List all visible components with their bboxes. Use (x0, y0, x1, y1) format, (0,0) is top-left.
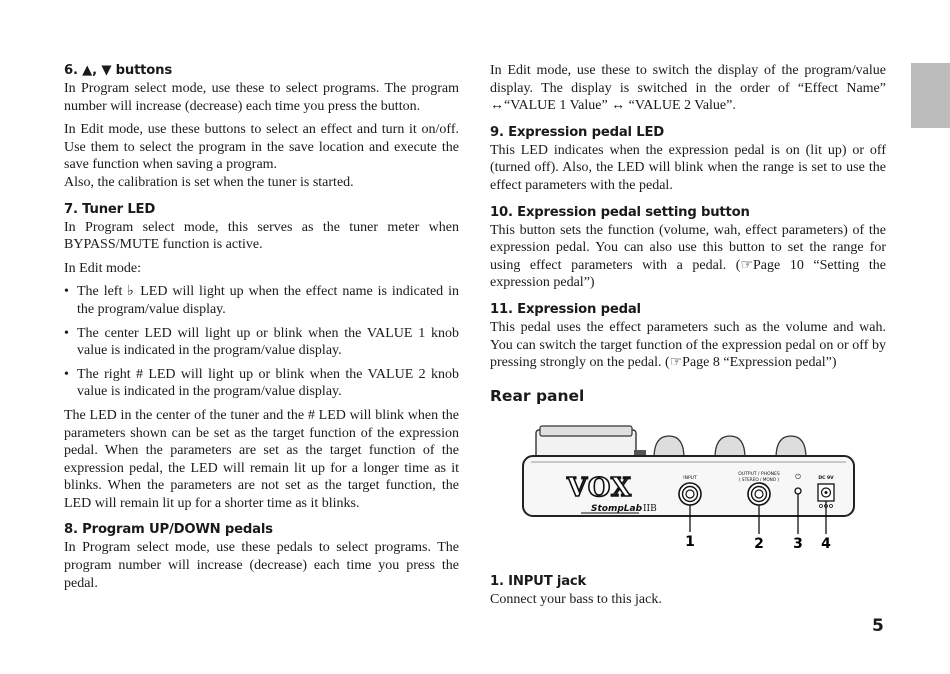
section-7-para-1: In Program select mode, this serves as the tuner meter when BYPASS/MUTE function is active. (64, 219, 459, 253)
page-number: 5 (872, 616, 884, 636)
callout-3: 3 (793, 536, 803, 552)
section-11-title: 11. Expression pedal (490, 301, 641, 317)
model-suffix: IIB (643, 504, 657, 514)
section-7-title: 7. Tuner LED (64, 201, 156, 217)
section-7-para-3: The LED in the center of the tuner and the # LED will blink when the parameters shown can be set as the target function of the expression pedal. When the parameters are set as the target function of the expression pedal, the LED will remain lit up for a longer time as it blinks. When the parameters are not set as the target function, the LED will remain lit up for a shorter time as it blinks. (64, 407, 459, 511)
section-1-para-1: Connect your bass to this jack. (490, 592, 662, 607)
input-jack-section (490, 573, 886, 609)
list-item: • The right # LED will light up or blink when the VALUE 2 knob value is indicated in the program/value display. (64, 366, 459, 401)
right-column (490, 62, 886, 406)
callout-2: 2 (754, 536, 764, 552)
list-item: • The center LED will light up or blink when the VALUE 1 knob value is indicated in the program/value display. (64, 325, 459, 360)
section-6-title: 6. ▲, ▼ buttons (64, 63, 172, 78)
output-jack-icon (748, 483, 770, 505)
section-9-title: 9. Expression pedal LED (490, 124, 665, 140)
vox-logo: VOX (567, 473, 633, 503)
section-1-title: 1. INPUT jack (490, 574, 587, 589)
dc-jack-label: DC 9V (818, 476, 834, 481)
callout-4: 4 (821, 536, 831, 552)
input-jack-label: INPUT (683, 476, 697, 481)
section-10-title: 10. Expression pedal setting button (490, 204, 750, 220)
section-9-para-1: This LED indicates when the expression pedal is on (lit up) or off (turned off). Also, the LED will blink when the range is set to use the effect parameters with the pedal. (490, 142, 886, 193)
section-10-para-1: This button sets the function (volume, wah, effect parameters) of the expression pedal. You can also use this button to set the range for using effect parameters with a pedal. (☞Page 10 “Setting the expression pedal”) (490, 222, 886, 291)
output-jack-sublabel: ( STEREO / MONO ) (738, 477, 780, 482)
callout-1: 1 (685, 534, 695, 550)
stomplab-logo: StompLab (591, 504, 643, 514)
output-jack-label: OUTPUT / PHONES (738, 472, 780, 477)
section-7-bullet-list (64, 283, 459, 401)
continued-para: In Edit mode, use these to switch the display of the program/value display. The display is switched in the order of “Effect Name” ↔“VALUE 1 Value” ↔ “VALUE 2 Value”. (490, 63, 886, 114)
chapter-tab (911, 63, 950, 128)
list-item: • The left ♭ LED will light up when the effect name is indicated in the program/value display. (64, 283, 459, 318)
rear-panel-title: Rear panel (490, 386, 585, 405)
device-top-shape (536, 426, 806, 458)
power-led-icon (795, 488, 801, 494)
rear-panel-figure (519, 424, 864, 556)
input-jack-icon (679, 483, 701, 505)
section-7-para-2: In Edit mode: (64, 260, 141, 276)
section-6-para-3: Also, the calibration is set when the tuner is started. (64, 174, 354, 190)
left-column (64, 62, 459, 592)
section-6-para-2: In Edit mode, use these buttons to select an effect and turn it on/off. Use them to select the program in the save location and execute the save function when saving a program. (64, 122, 459, 173)
power-icon: ⏻ (795, 473, 801, 481)
section-6-para-1: In Program select mode, use these to select programs. The program number will increase (decrease) each time you press the button. (64, 81, 459, 114)
section-8-para-1: In Program select mode, use these pedals to select programs. The program number will increase (decrease) each time you press the pedal. (64, 540, 459, 591)
section-8-title: 8. Program UP/DOWN pedals (64, 522, 273, 538)
section-11-para-1: This pedal uses the effect parameters such as the volume and wah. You can switch the target function of the expression pedal on or off by pressing strongly on the pedal. (☞Page 8 “Expression pedal”) (490, 319, 886, 371)
